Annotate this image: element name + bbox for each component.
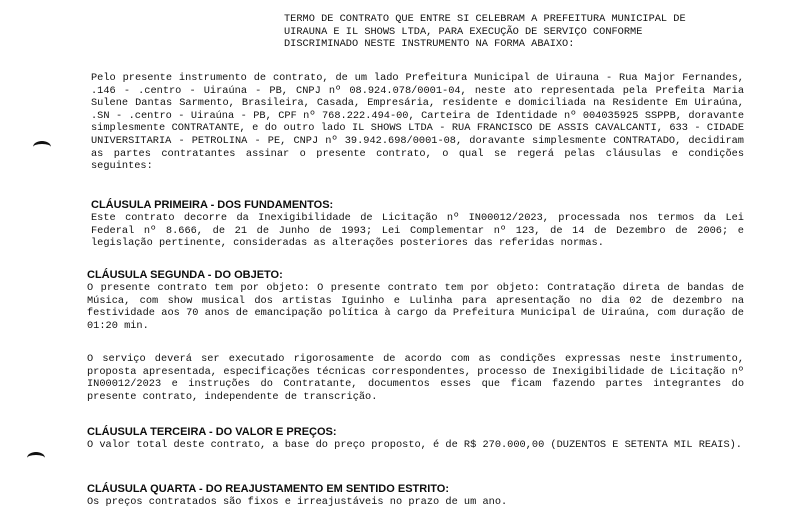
clause-third-title: CLÁUSULA TERCEIRA - DO VALOR E PREÇOS: [87, 426, 337, 438]
clause-second [87, 269, 744, 332]
clause-fourth [87, 483, 744, 509]
heading-line-1: TERMO DE CONTRATO QUE ENTRE SI CELEBRAM A PREFEITURA MUNICIPAL DE [284, 13, 686, 25]
clause-second-text: O presente contrato tem por objeto: O presente contrato tem por objeto: Contratação direta de bandas de Música, com show musical dos artistas Iguinho e Lulinha para apresentação no dia 02 de dezembro na festividade aos 70 anos de emancipação política à cargo da Prefeitura Municipal de Uiraúna, com duração de 01:20 min. [87, 282, 744, 332]
clause-second-text-2: O serviço deverá ser executado rigorosamente de acordo com as condições expressas neste instrumento, proposta apresentada, especificações técnicas correspondentes, processo de Inexigibilidade de Licitação nº IN00012/2023 e instruções do Contratante, documentos esses que ficam fazendo partes integrantes do presente contrato, independente de transcrição. [87, 353, 744, 403]
clause-fourth-title: CLÁUSULA QUARTA - DO REAJUSTAMENTO EM SENTIDO ESTRITO: [87, 483, 449, 495]
clause-first [91, 199, 744, 250]
clause-third [87, 426, 744, 452]
clause-first-title: CLÁUSULA PRIMEIRA - DOS FUNDAMENTOS: [91, 199, 334, 211]
clause-fourth-text: Os preços contratados são fixos e irreajustáveis no prazo de um ano. [87, 496, 508, 508]
clause-first-text: Este contrato decorre da Inexigibilidade de Licitação nº IN00012/2023, processada nos termos da Lei Federal nº 8.666, de 21 de Junho de 1993; Lei Complementar nº 123, de 14 de Dezembro de 2006; e legislação pertinente, consideradas as alterações posteriores das referidas normas. [91, 212, 744, 250]
intro-paragraph: Pelo presente instrumento de contrato, de um lado Prefeitura Municipal de Uirauna - Rua Major Fernandes, .146 - .centro - Uiraúna - PB, CNPJ nº 08.924.078/0001-04, neste ato representada pela Prefeita Maria Sulene Dantas Sarmento, Brasileira, Casada, Empresária, residente e domiciliada na Residente Em Uiraúna, .SN - .centro - Uiraúna - PB, CPF nº 768.222.494-00, Carteira de Identidade nº 004035925 SSPPB, doravante simplesmente CONTRATANTE, e do outro lado IL SHOWS LTDA - RUA FRANCISCO DE ASSIS CAVALCANTI, 633 - CIDADE UNIVERSITARIA - PETROLINA - PE, CNPJ nº 39.942.698/0001-08, doravante simplesmente CONTRATADO, decidiram as partes contratantes assinar o presente contrato, o qual se regerá pelas cláusulas e condições seguintes: [91, 72, 744, 173]
hole-punch-mark-bottom [27, 452, 45, 464]
hole-punch-mark-top [33, 141, 51, 153]
heading-line-3: DISCRIMINADO NESTE INSTRUMENTO NA FORMA ABAIXO: [284, 38, 575, 51]
heading-line-2: UIRAUNA E IL SHOWS LTDA, PARA EXECUÇÃO DE SERVIÇO CONFORME [284, 25, 643, 38]
clause-third-text: O valor total deste contrato, a base do preço proposto, é de R$ 270.000,00 (DUZENTOS E SETENTA MIL REAIS). [87, 439, 742, 451]
clause-second-title: CLÁUSULA SEGUNDA - DO OBJETO: [87, 269, 283, 281]
contract-heading [284, 13, 744, 51]
